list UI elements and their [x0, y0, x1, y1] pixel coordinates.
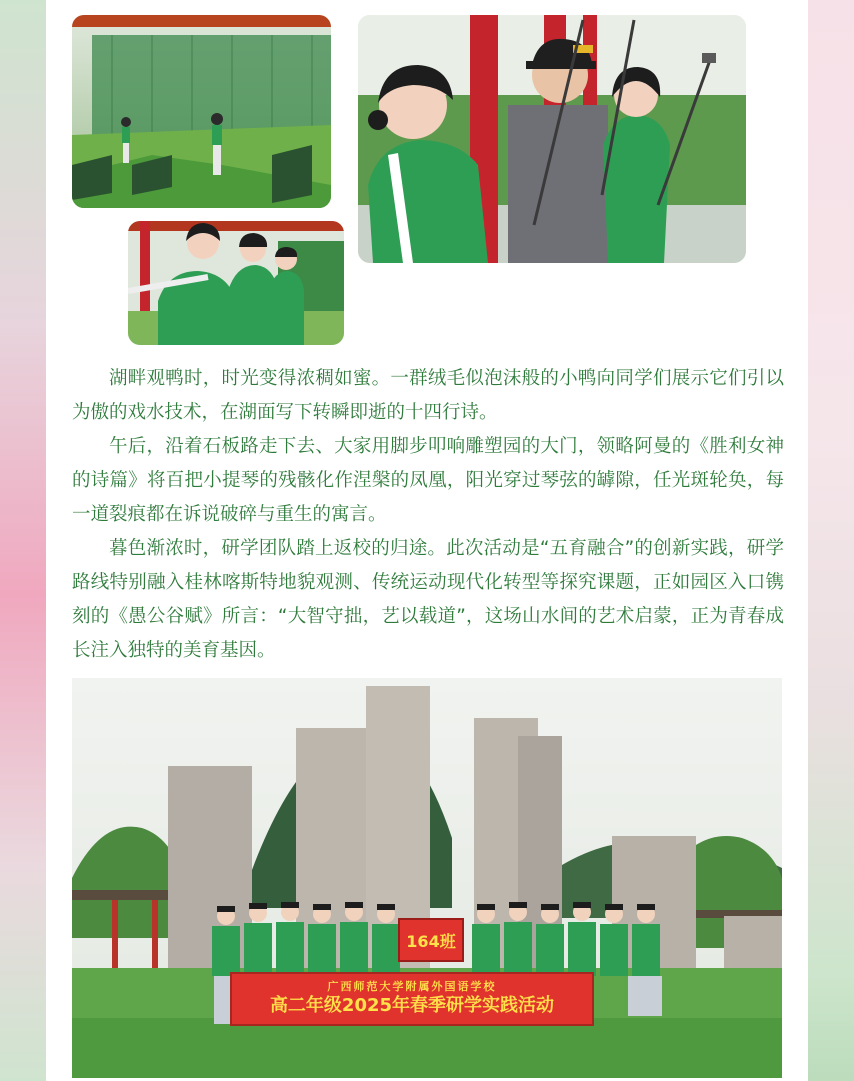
paragraph-return-trip: 暮色渐浓时，研学团队踏上返校的归途。此次活动是“五育融合”的创新实践，研学路线特别融入桂林喀斯特地貌观测、传统运动现代化转型等探究课题，正如园区入口镌刻的《愚公谷赋》所言：“大智守拙，艺以载道”，这场山水间的艺术启蒙，正为青春成长注入独特的美育基因。 [72, 538, 784, 661]
photo-swing-practice [128, 221, 344, 345]
left-decorative-border [0, 0, 46, 1081]
banner-school-name: 广西师范大学附属外国语学校 [327, 980, 497, 993]
banner-event-title: 高二年级2025年春季研学实践活动 [269, 995, 555, 1016]
paragraph-duck-watching: 湖畔观鸭时，时光变得浓稠如蜜。一群绒毛似泡沫般的小鸭向同学们展示它们引以为傲的戏水技术，在湖面写下转瞬即逝的十四行诗。 [72, 368, 784, 423]
article-content [46, 0, 808, 1081]
article-body [72, 362, 784, 668]
photo-driving-range [72, 15, 331, 208]
event-banner [230, 972, 594, 1026]
photo-golf-lesson [358, 15, 746, 263]
class-flag-label: 164班 [406, 931, 456, 951]
class-flag [398, 918, 464, 962]
right-decorative-border [808, 0, 854, 1081]
paragraph-sculpture-garden: 午后，沿着石板路走下去、大家用脚步叩响雕塑园的大门，领略阿曼的《胜利女神的诗篇》将百把小提琴的残骸化作涅槃的凤凰，阳光穿过琴弦的罅隙，任光斑轮奂，每一道裂痕都在诉说破碎与重生的寓言。 [72, 436, 784, 525]
photo-group [72, 678, 782, 1078]
